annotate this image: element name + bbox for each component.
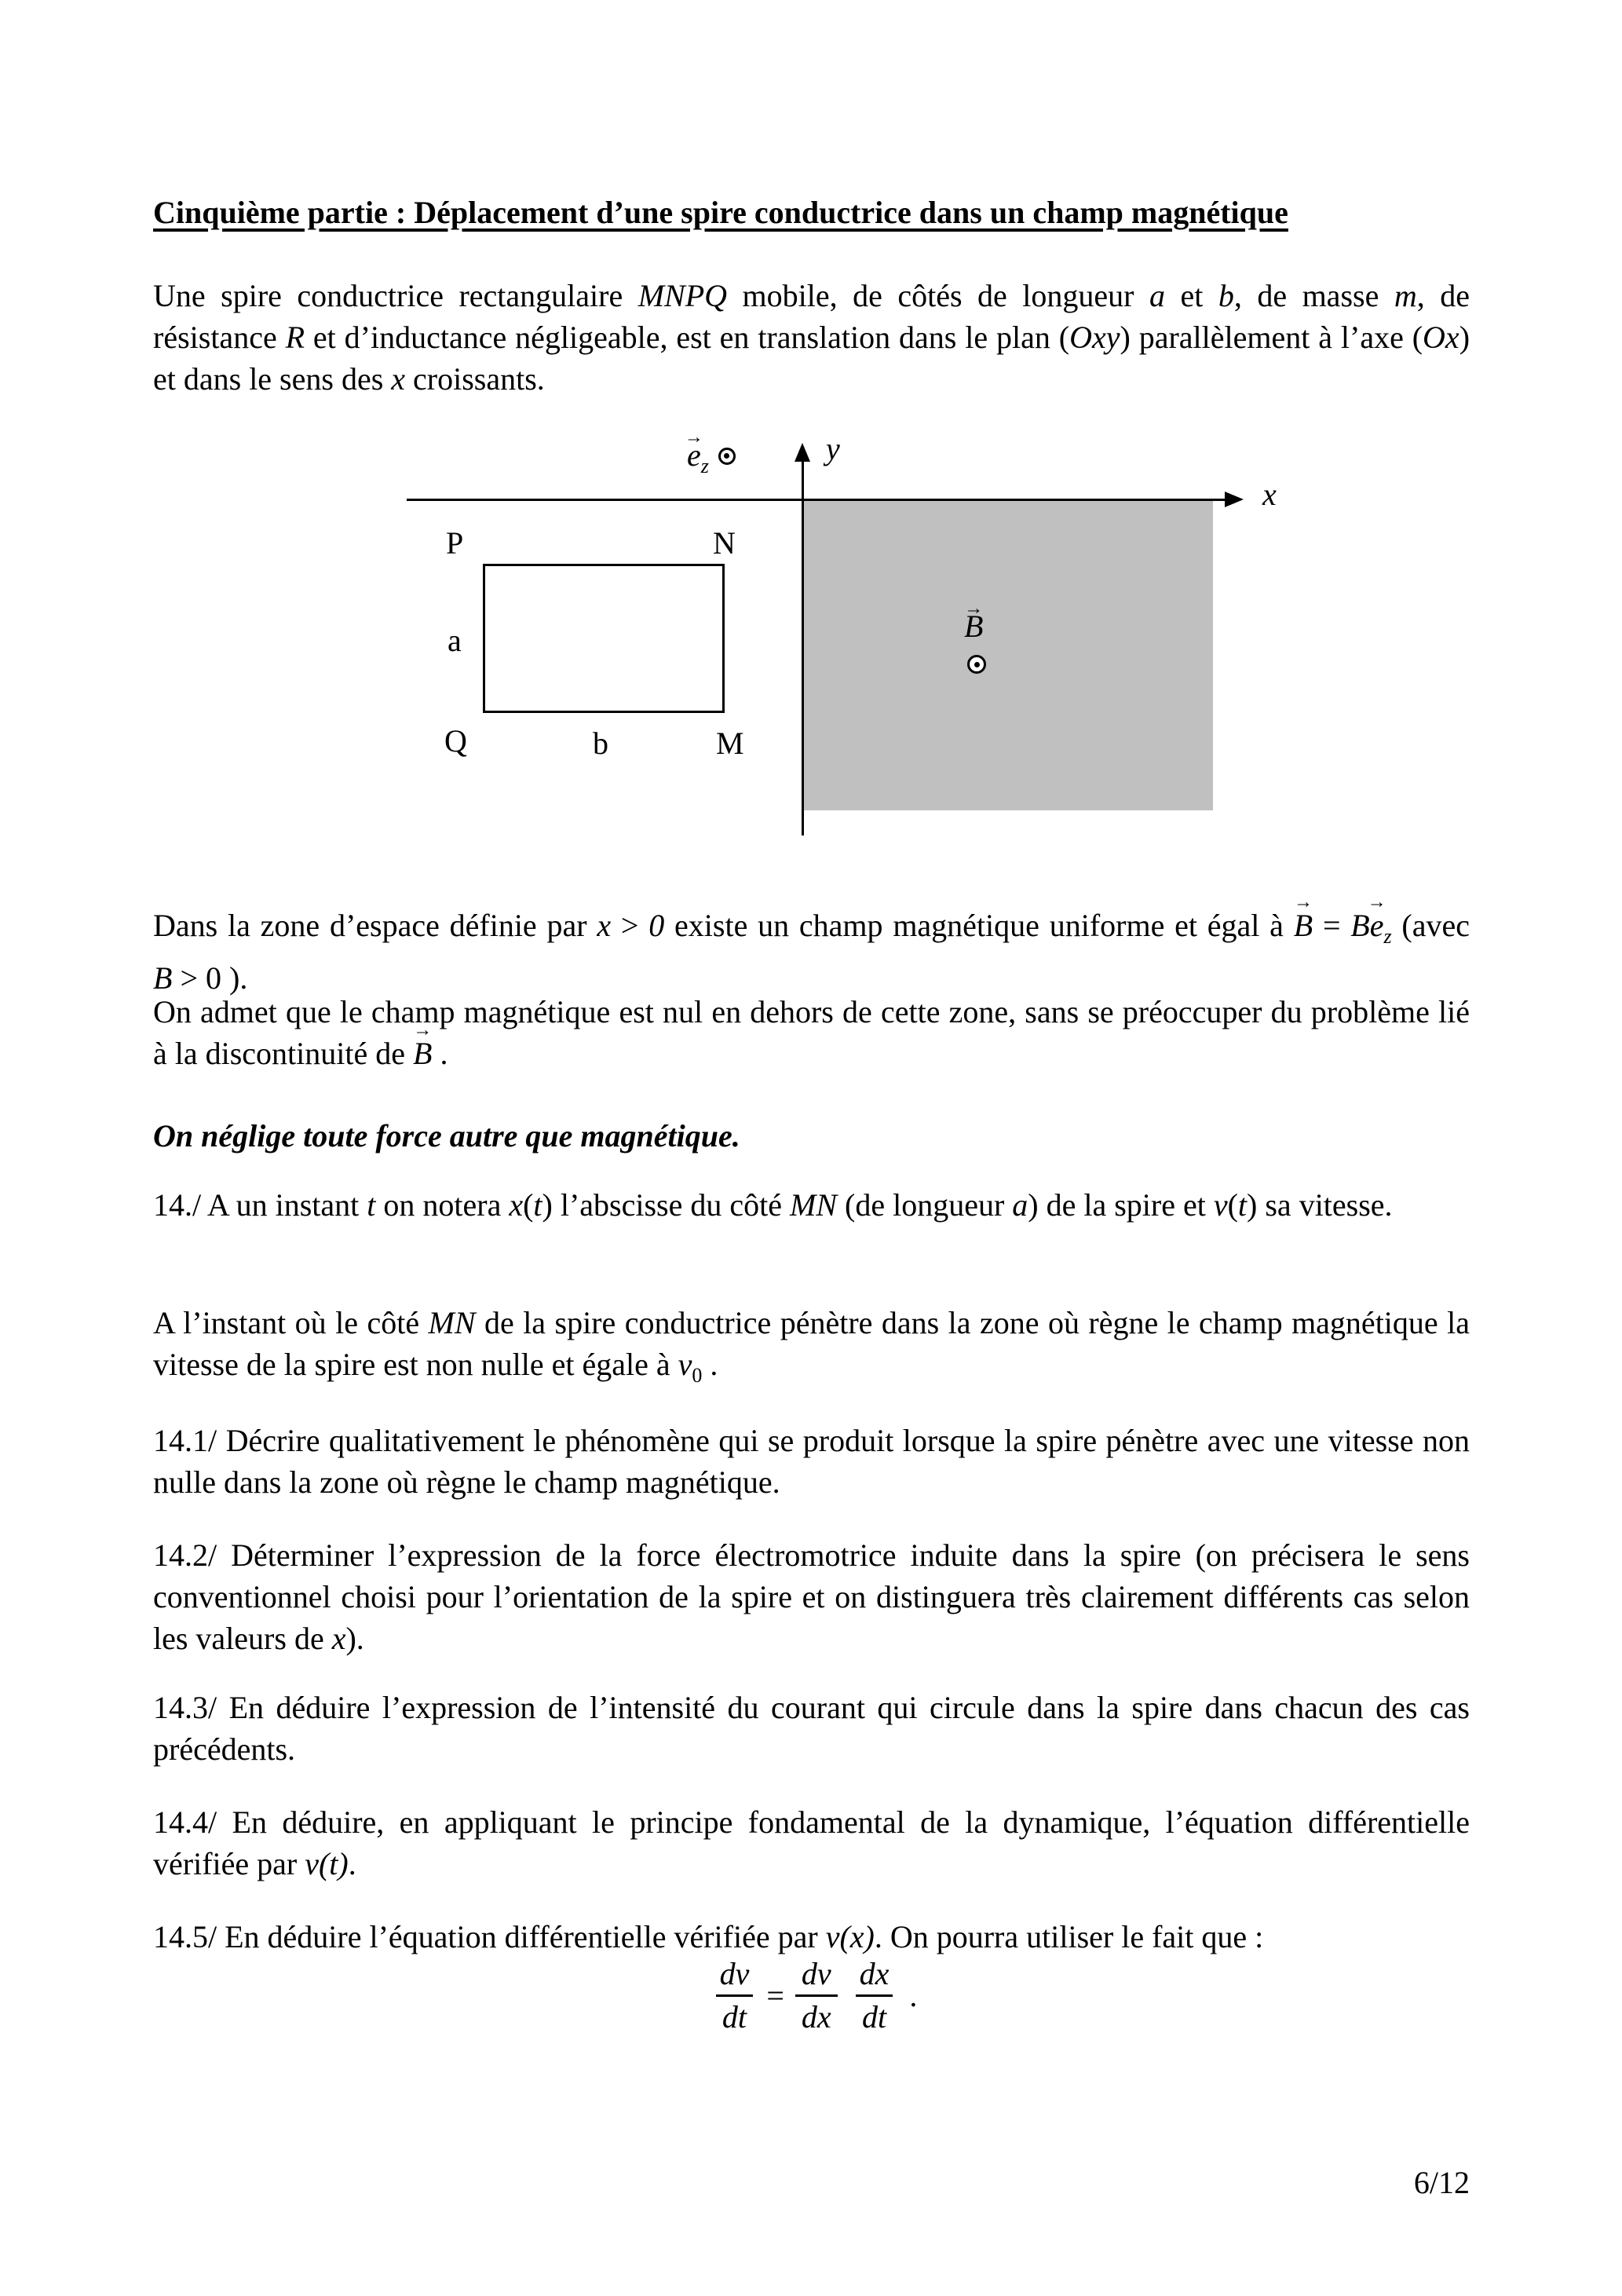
chain-rule-equation [153,1957,1470,2035]
page-number: 6/12 [1413,2165,1470,2200]
corner-label-p: P [446,525,464,561]
fraction-dv-dx [795,1957,838,2035]
neglect-forces-statement: On néglige toute force autre que magnétique. [153,1118,740,1153]
fraction-numerator: dv [719,1956,750,1991]
side-label-b: b [593,726,608,761]
ez-vector-symbol: e → [687,440,701,471]
ez-subscript: z [700,455,709,477]
fraction-denominator: dt [716,1994,753,2035]
field-out-of-plane-icon [718,448,736,465]
conducting-loop [483,564,725,713]
x-axis-line [407,499,1227,501]
x-axis-arrowhead-icon [1225,492,1244,507]
y-axis-arrowhead-icon [795,443,810,462]
b-field-label [964,611,983,642]
x-axis-label: x [1262,477,1277,512]
y-axis-line [802,459,804,835]
side-label-a: a [448,623,462,658]
question-14-1: 14.1/ Décrire qualitativement le phénomène qui se produit lorsque la spire pénètre avec une vitesse non nulle dans la zone où règne le champ magnétique. [153,1423,1470,1500]
intro-paragraph: Une spire conductrice rectangulaire MNPQ mobile, de côtés de longueur a et b, de masse m, de résistance R et d’inductance négligeable, est en translation dans le plan (Oxy) parallèlement à l’axe (Ox) et dans le sens des x croissants. [153,278,1470,397]
field-zone-paragraph: Dans la zone d’espace définie par x > 0 existe un champ magnétique uniforme et égal à B → = $Be \to_z$ (avec B > 0 ). [153,905,1470,999]
fraction-denominator: dt [856,1994,893,2035]
ez-vector-label [687,437,736,477]
fraction-denominator: dx [795,1994,838,2035]
corner-label-q: Q [444,723,467,759]
question-14-4: 14.4/ En déduire, en appliquant le principe fondamental de la dynamique, l’équation différentielle vérifiée par v(t). [153,1804,1470,1881]
b-field-out-of-plane-icon [967,655,986,674]
fraction-dv-dt [714,1957,756,2035]
field-region [803,500,1213,810]
fraction-numerator: dx [859,1956,890,1991]
corner-label-m: M [716,726,744,761]
question-14-intro: 14./ A un instant t on notera x(t) l’abscisse du côté MN (de longueur a) de la spire et v(t) sa vitesse. [153,1187,1393,1223]
question-14-3: 14.3/ En déduire l’expression de l’intensité du courant qui circule dans la spire dans chacun des cas précédents. [153,1690,1470,1767]
fraction-dx-dt [853,1957,896,2035]
y-axis-label: y [826,431,840,466]
question-14-entry-condition: A l’instant où le côté MN de la spire conductrice pénètre dans la zone où règne le champ magnétique la vitesse de la spire est non nulle et égale à $v_0$ . [153,1305,1470,1387]
fraction-numerator: dv [801,1956,831,1991]
field-outside-paragraph: On admet que le champ magnétique est nul en dehors de cette zone, sans se préoccuper du problème lié à la discontinuité de B → . [153,991,1470,1074]
question-14-5: 14.5/ En déduire l’équation différentielle vérifiée par v(x). On pourra utiliser le fait que : [153,1919,1264,1954]
question-14-2: 14.2/ Déterminer l’expression de la force électromotrice induite dans la spire (on précisera le sens conventionnel choisi pour l’orientation de la spire et on distinguera très clairement différents cas selon les valeurs de x). [153,1537,1470,1656]
field-diagram [393,433,1397,861]
equation-period: . [909,1977,918,2013]
b-vector-symbol: B → [964,611,983,642]
equals-sign: = [766,1977,784,2013]
corner-label-n: N [713,525,736,561]
section-title: Cinquième partie : Déplacement d’une spire conductrice dans un champ magnétique [153,195,1288,230]
